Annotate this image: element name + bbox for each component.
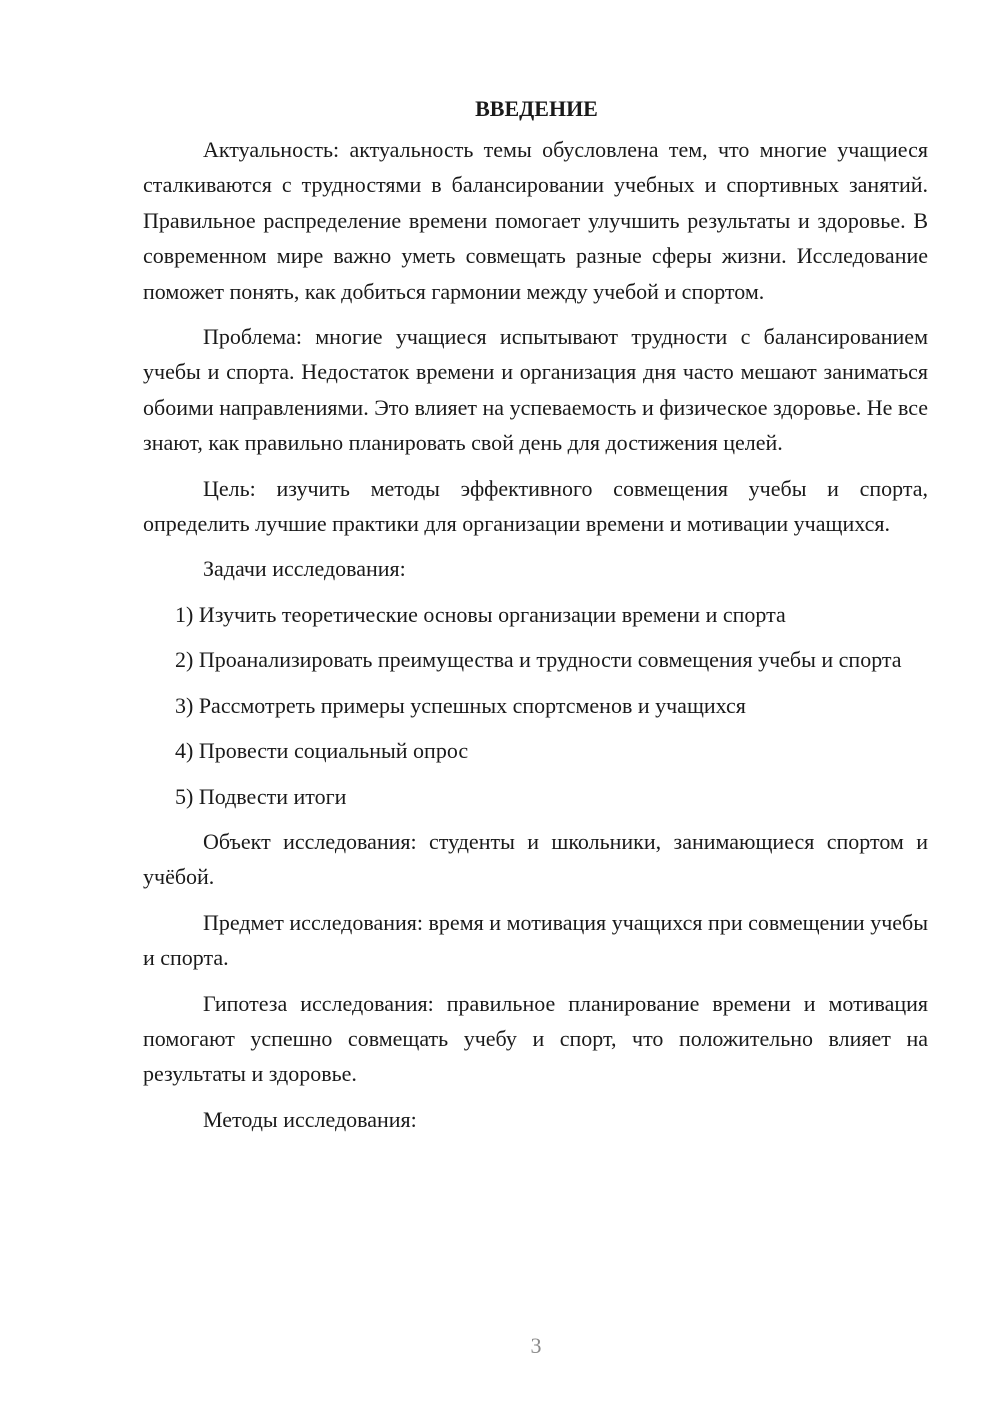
document-page	[143, 94, 928, 1147]
page-number: 3	[530, 1333, 542, 1358]
methods-heading: Методы исследования:	[203, 1106, 417, 1132]
task-item-2: 2) Проанализировать преимущества и трудности совмещения учебы и спорта	[175, 647, 902, 673]
paragraph-goal: Цель: изучить методы эффективного совмещения учебы и спорта, определить лучшие практики для организации времени и мотивации учащихся.	[143, 475, 928, 537]
task-item-1: 1) Изучить теоретические основы организации времени и спорта	[175, 601, 786, 627]
document-title: ВВЕДЕНИЕ	[475, 96, 598, 121]
task-item-5: 5) Подвести итоги	[175, 783, 347, 809]
paragraph-relevance: Актуальность: актуальность темы обусловлена тем, что многие учащиеся сталкиваются с трудностями в балансировании учебных и спортивных занятий. Правильное распределение времени помогает улучшить результаты и здоровье. В современном мире важно уметь совмещать разные сферы жизни. Исследование поможет понять, как добиться гармонии между учебой и спортом.	[143, 137, 928, 304]
paragraph-hypothesis: Гипотеза исследования: правильное планирование времени и мотивация помогают успешно совмещать учебу и спорт, что положительно влияет на результаты и здоровье.	[143, 990, 928, 1087]
paragraph-object: Объект исследования: студенты и школьники, занимающиеся спортом и учёбой.	[143, 828, 928, 890]
tasks-list	[143, 597, 928, 814]
task-item-4: 4) Провести социальный опрос	[175, 738, 469, 764]
paragraph-subject: Предмет исследования: время и мотивация учащихся при совмещении учебы и спорта.	[143, 909, 928, 971]
paragraph-problem: Проблема: многие учащиеся испытывают трудности с балансированием учебы и спорта. Недостаток времени и организация дня часто мешают заниматься обоими направлениями. Это влияет на успеваемость и физическое здоровье. Не все знают, как правильно планировать свой день для достижения целей.	[143, 324, 928, 456]
tasks-heading: Задачи исследования:	[203, 556, 406, 582]
task-item-3: 3) Рассмотреть примеры успешных спортсменов и учащихся	[175, 692, 746, 718]
